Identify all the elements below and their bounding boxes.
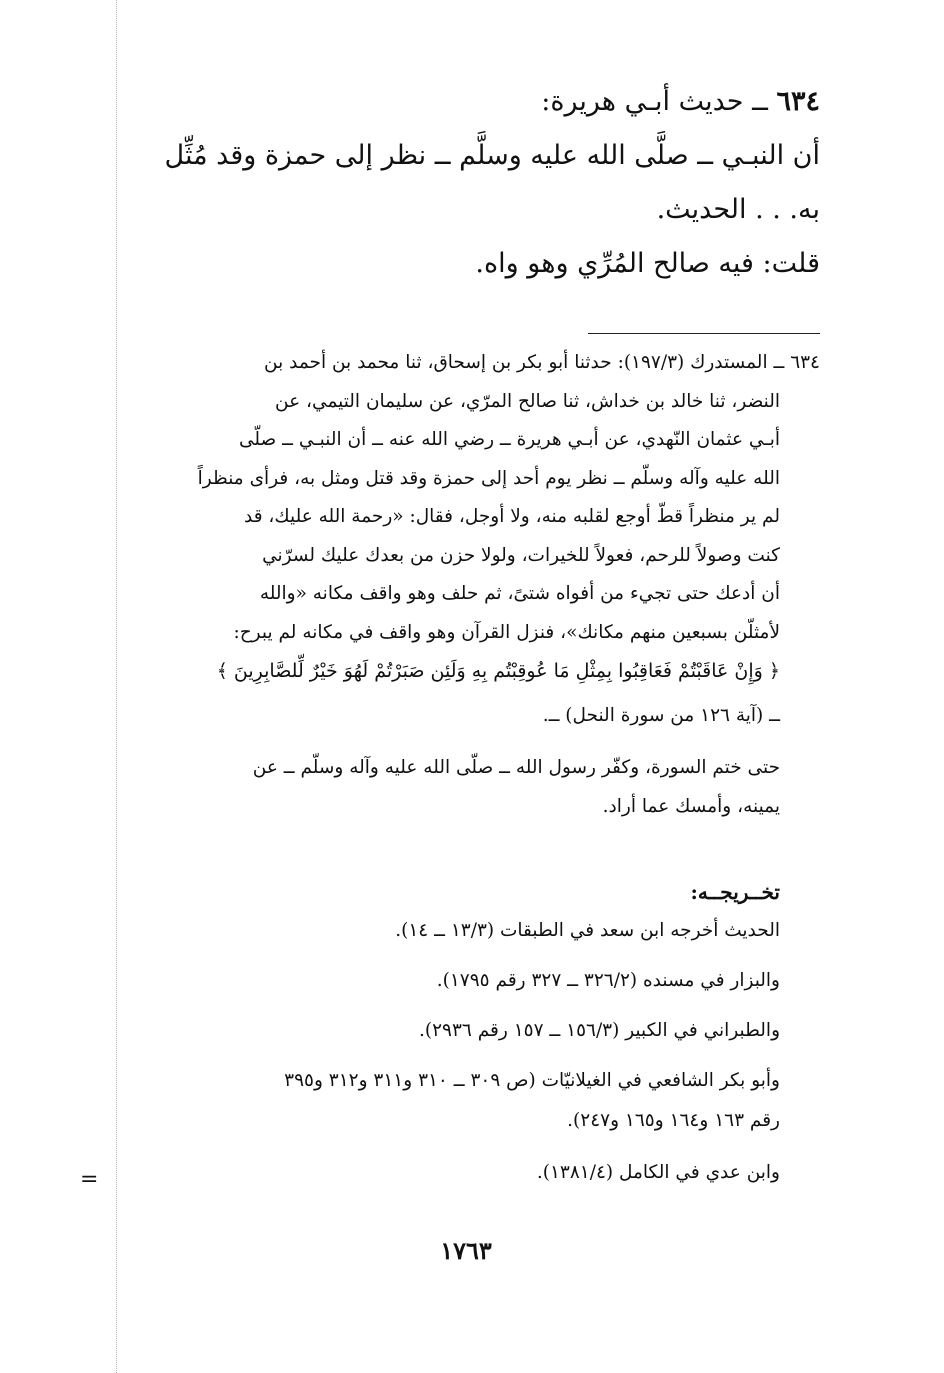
takhrij-item: والبزار في مسنده (٣٢٦/٢ ــ ٣٢٧ رقم ١٧٩٥).	[436, 969, 780, 991]
verse-reference: ــ (آية ١٢٦ من سورة النحل) ــ.	[542, 704, 780, 726]
entry-line-1: أن النبـي ــ صلَّى الله عليه وسلَّم ــ نظر إلى حمزة وقد مُثِّل	[164, 140, 820, 171]
quran-verse: ﴿ وَإِنْ عَاقَبْتُمْ فَعَاقِبُوا بِمِثْلِ مَا عُوقِبْتُم بِهِ وَلَئِن صَبَرْتُمْ لَهُوَ خَيْرٌ لِّلصَّابِرِينَ ﴾	[216, 660, 780, 682]
takhrij-item: وابن عدي في الكامل (١٣٨١/٤).	[536, 1161, 780, 1183]
entry-line-3: قلت: فيه صالح المُرِّي وهو واه.	[475, 248, 820, 279]
footnote-separator	[588, 333, 820, 334]
takhrij-section	[284, 873, 820, 1192]
main-entry	[165, 75, 820, 291]
footnote-line: لم ير منظراً قطّ أوجع لقلبه منه، ولا أوجل، فقال: «رحمة الله عليك، قد	[243, 506, 780, 527]
entry-number: ٦٣٤	[776, 86, 820, 117]
takhrij-item: الحديث أخرجه ابن سعد في الطبقات (١٣/٣ ــ ١٤).	[395, 919, 780, 941]
footnote-line: كنت وصولاً للرحم، فعولاً للخيرات، ولولا حزن من بعدك عليك لسرّني	[262, 544, 780, 566]
takhrij-item: وأبو بكر الشافعي في الغيلانيّات (ص ٣٠٩ ــ ٣١٠ و٣١١ و٣١٢ و٣٩٥	[284, 1069, 780, 1091]
takhrij-item: والطبراني في الكبير (١٥٦/٣ ــ ١٥٧ رقم ٢٩٣٦).	[419, 1019, 780, 1041]
footnote-line: النضر، ثنا خالد بن خداش، ثنا صالح المرّي، عن سليمان التيمي، عن	[275, 390, 780, 412]
footnote-line: يمينه، وأمسك عما أراد.	[602, 795, 780, 817]
footnote-line: أن أدعك حتى تجيء من أفواه شتىً، ثم حلف وهو واقف مكانه «والله	[259, 583, 780, 604]
takhrij-item: رقم ١٦٣ و١٦٤ و١٦٥ و٢٤٧).	[567, 1109, 780, 1131]
footnote-line: الله عليه وآله وسلّم ــ نظر يوم أحد إلى حمزة وقد قتل ومثل به، فرأى منظراً	[197, 467, 780, 489]
page-number: ١٧٦٣	[440, 1236, 492, 1265]
footnote-line: أبـي عثمان النّهدي، عن أبـي هريرة ــ رضي الله عنه ــ أن النبـي ــ صلّى	[238, 429, 780, 450]
footnote-line: ٦٣٤ ــ المستدرك (١٩٧/٣): حدثنا أبو بكر بن إسحاق، ثنا محمد بن أحمد بن	[264, 352, 820, 373]
document-page	[112, 0, 820, 1373]
takhrij-heading: تخــريجــه:	[690, 880, 780, 904]
footnote-line: حتى ختم السورة، وكفّر رسول الله ــ صلّى الله عليه وآله وسلّم ــ عن	[252, 757, 780, 778]
entry-title: ــ حديث أبـي هريرة:	[541, 86, 777, 117]
footnote	[198, 344, 820, 826]
footnote-line: لأمثلّن بسبعين منهم مكانك»، فنزل القرآن وهو واقف في مكانه لم يبرح:	[233, 621, 780, 643]
entry-line-2: به. . . الحديث.	[656, 194, 820, 225]
margin-mark: =	[80, 1167, 99, 1192]
entry-heading	[165, 75, 820, 129]
